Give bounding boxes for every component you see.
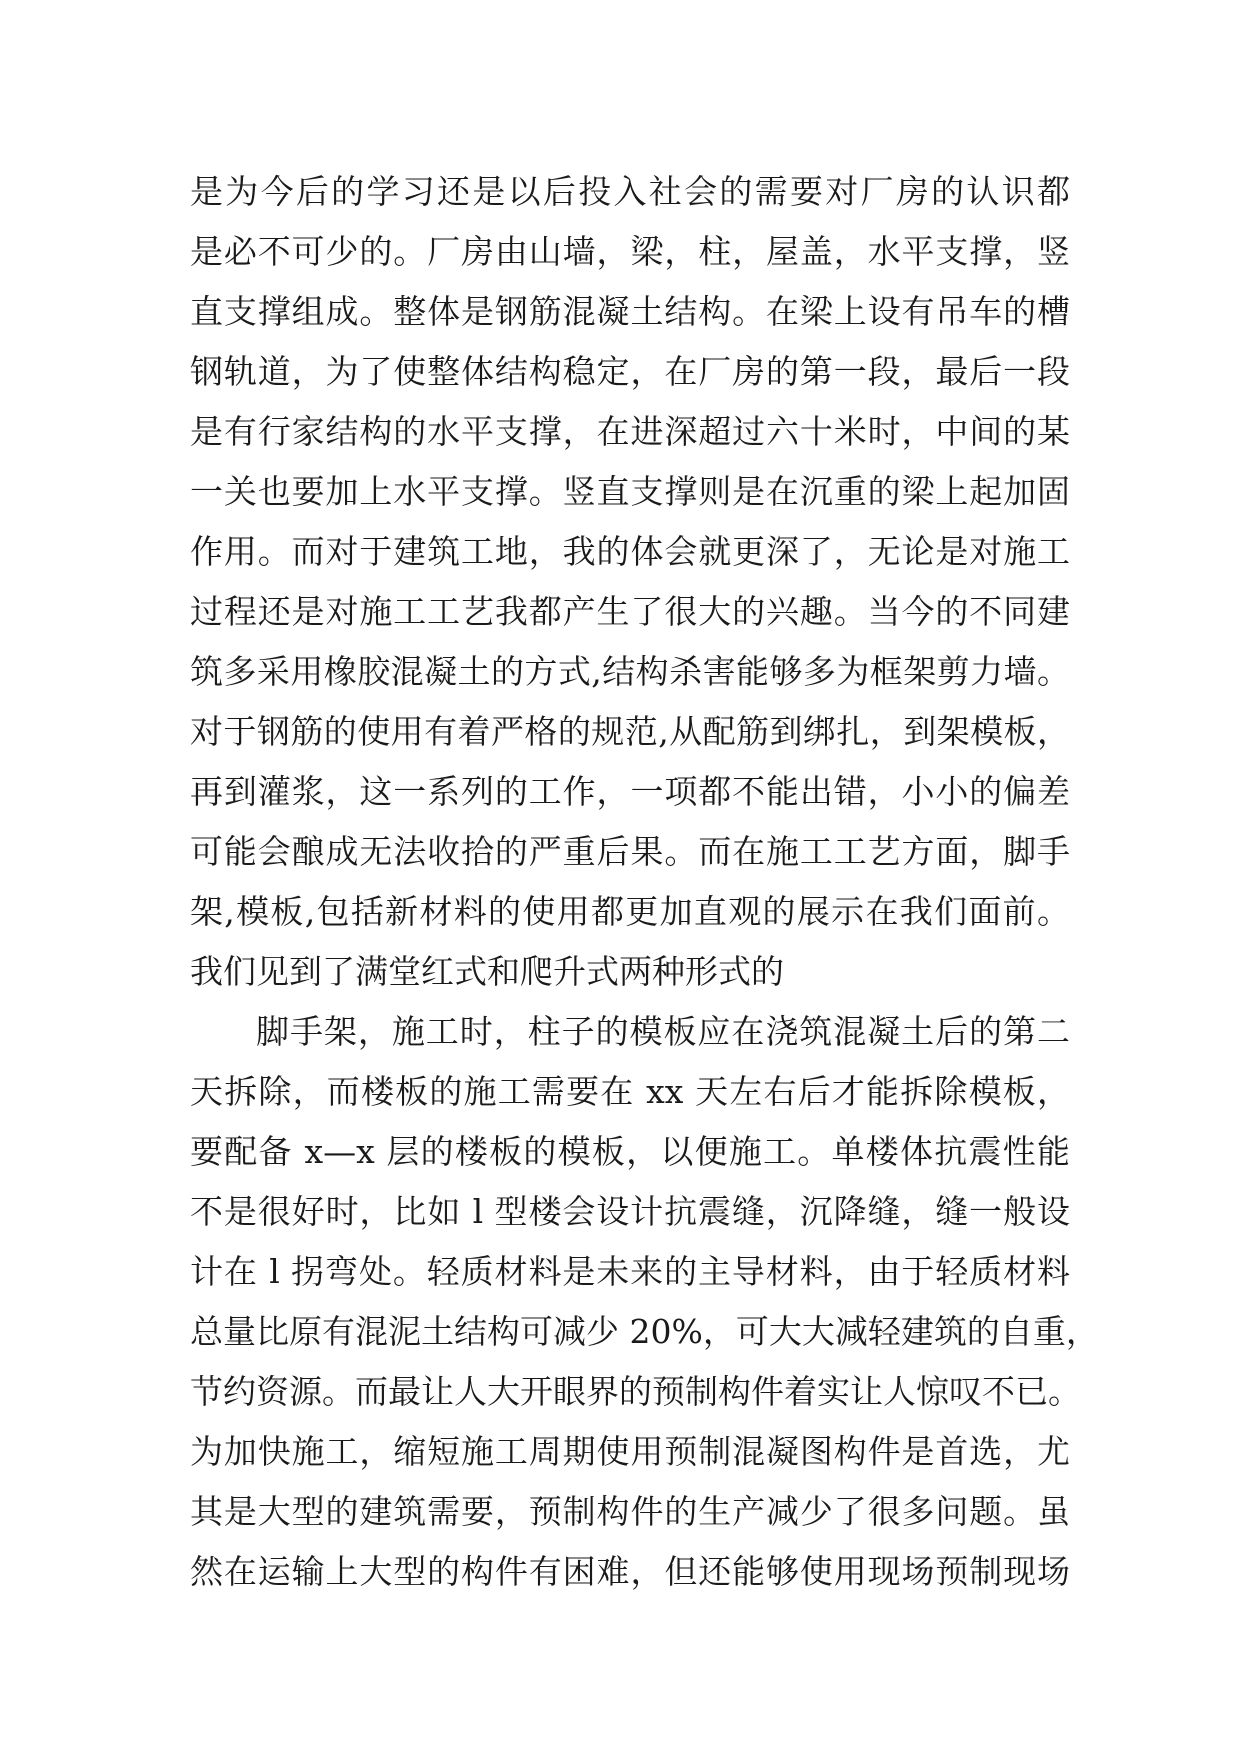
text-line: 再到灌浆，这一系列的工作，一项都不能出错，小小的偏差 [190, 772, 1070, 811]
text-line: 总量比原有混泥土结构可减少 20%，可大大减轻建筑的自重， [190, 1312, 1099, 1351]
paragraph-1 [190, 162, 1070, 1002]
text-line: 直支撑组成。整体是钢筋混凝土结构。在梁上设有吊车的槽 [190, 292, 1070, 331]
text-line: 计在 l 拐弯处。轻质材料是未来的主导材料，由于轻质材料 [190, 1252, 1070, 1291]
text-line: 钢轨道，为了使整体结构稳定，在厂房的第一段，最后一段 [190, 352, 1070, 391]
text-line: 我们见到了满堂红式和爬升式两种形式的 [190, 952, 784, 991]
text-line: 为加快施工，缩短施工周期使用预制混凝图构件是首选，尤 [190, 1432, 1070, 1471]
text-line: 节约资源。而最让人大开眼界的预制构件着实让人惊叹不已。 [190, 1372, 1081, 1411]
text-line: 是必不可少的。厂房由山墙，梁，柱，屋盖，水平支撑，竖 [190, 232, 1070, 271]
text-line: 其是大型的建筑需要，预制构件的生产减少了很多问题。虽 [190, 1492, 1070, 1531]
text-line: 筑多采用橡胶混凝土的方式,结构杀害能够多为框架剪力墙。 [190, 652, 1070, 691]
text-line: 可能会酿成无法收拾的严重后果。而在施工工艺方面，脚手 [190, 832, 1070, 871]
text-line: 天拆除，而楼板的施工需要在 xx 天左右后才能拆除模板， [190, 1072, 1070, 1111]
text-line: 不是很好时，比如 l 型楼会设计抗震缝，沉降缝，缝一般设 [190, 1192, 1070, 1231]
text-line: 一关也要加上水平支撑。竖直支撑则是在沉重的梁上起加固 [190, 472, 1070, 511]
text-line: 脚手架，施工时，柱子的模板应在浇筑混凝土后的第二 [256, 1012, 1070, 1051]
text-line: 是为今后的学习还是以后投入社会的需要对厂房的认识都 [190, 172, 1070, 211]
text-line: 然在运输上大型的构件有困难，但还能够使用现场预制现场 [190, 1552, 1070, 1591]
text-line: 要配备 x—x 层的楼板的模板，以便施工。单楼体抗震性能 [190, 1132, 1070, 1171]
text-line: 是有行家结构的水平支撑，在进深超过六十米时，中间的某 [190, 412, 1070, 451]
text-line: 对于钢筋的使用有着严格的规范,从配筋到绑扎，到架模板， [190, 712, 1070, 751]
text-line: 过程还是对施工工艺我都产生了很大的兴趣。当今的不同建 [190, 592, 1070, 631]
body-text [190, 162, 1099, 1602]
paragraph-2 [190, 1002, 1099, 1602]
text-line: 架,模板,包括新材料的使用都更加直观的展示在我们面前。 [190, 892, 1070, 931]
text-line: 作用。而对于建筑工地，我的体会就更深了，无论是对施工 [190, 532, 1070, 571]
